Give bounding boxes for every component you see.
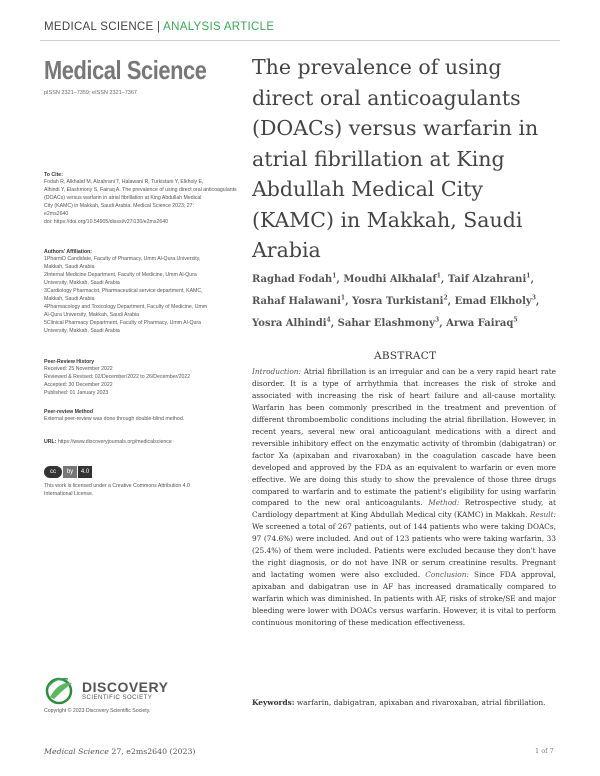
affiliation-line: 3Cardiology Pharmacist, Pharmaceutical service department, KAMC, bbox=[44, 288, 203, 294]
footer-volume: 27, e2ms2640 (2023) bbox=[111, 747, 196, 756]
footer-citation bbox=[44, 747, 195, 756]
publisher-subtitle: SCIENTIFIC SOCIETY bbox=[82, 695, 153, 701]
result-text: We screened a total of 267 patients, out of 144 patients who were taking DOACs, 97 (74.6%) were included. And out of 123 patients who were taking warfarin, 33 (25.4%) of them were included. Patients were excluded because they don't have the right diagnosis, or do not have INR or serum creatinine results. Pregnant and lactating women were also excluded. bbox=[252, 522, 556, 580]
license-line: This work is licensed under a Creative Commons Attribution 4.0 bbox=[44, 483, 190, 489]
author: Yosra Turkistani$^2$, bbox=[352, 294, 455, 308]
doi-link[interactable]: doi: https://doi.org/10.54905/disssi/v27i130/e2ms2640 bbox=[44, 219, 169, 225]
method-label-abs: Method: bbox=[428, 498, 460, 508]
page-number: 1 of 7 bbox=[535, 747, 554, 755]
history-label: Peer-Review History bbox=[44, 359, 95, 365]
author: Moudhi Alkhalaf$^1$, bbox=[343, 273, 448, 286]
affiliation-label: Authors' Affiliation: bbox=[44, 249, 93, 255]
affiliation-text bbox=[44, 255, 240, 335]
footer-journal: Medical Science bbox=[44, 747, 109, 756]
affiliation-line: 1PharmD Candidate, Faculty of Pharmacy, Umm Al-Qura University, bbox=[44, 256, 201, 262]
affiliation-line: Makkah, Saudi Arabia bbox=[44, 296, 95, 302]
journal-url-link[interactable]: https://www.discoveryjournals.org/medicalscience bbox=[57, 439, 172, 445]
url-label: URL: bbox=[44, 439, 57, 445]
affiliation-line: Makkah, Saudi Arabia bbox=[44, 264, 95, 270]
history-line: Received: 25 November 2022 bbox=[44, 366, 113, 372]
author: Yosra Alhindi$^4$, bbox=[252, 316, 338, 329]
cite-label: To Cite: bbox=[44, 172, 63, 178]
affiliation-line: 5Clinical Pharmacy Department, Faculty of Pharmacy, Umm Al-Qura bbox=[44, 320, 202, 326]
conclusion-label: Conclusion: bbox=[425, 570, 469, 580]
affiliation-block bbox=[44, 249, 240, 335]
article-title: The prevalence of using direct oral anticoagulants (DOACs) versus warfarin in atrial fibrillation at King Abdullah Medical City (KAMC) in Makkah, Saudi Arabia bbox=[252, 55, 539, 262]
author: Emad Elkholy$^3$, bbox=[454, 294, 540, 308]
publisher-name: DISCOVERY bbox=[82, 679, 169, 695]
license-block bbox=[44, 466, 240, 498]
license-text bbox=[44, 482, 240, 498]
copyright: Copyright © 2023 Discovery Scientific Society. bbox=[44, 708, 151, 714]
publisher-block bbox=[44, 675, 240, 715]
method-block bbox=[44, 409, 240, 423]
method-text-abs: Retrospective study, at Cardiology department at King Abdullah Medical city (KAMC) in Makkah. bbox=[252, 498, 557, 520]
intro-text: Atrial fibrillation is an irregular and can be a very rapid heart rate disorder. It is a type of arrhythmia that increases the risk of stroke and associated with increasing the risk of heart failure and all-cause mortality. Warfarin has been commonly prescribed in the treatment and prevention of different thromboembolic conditions including the atrial fibrillation. However, in recent years, several new oral anticoagulant medications with a direct and reversible inhibitory effect on the enzymatic activity of thrombin (dabigatran) or factor Xa (apixaban and rivaroxaban) in the coagulation cascade have been developed and approved by the FDA as an equivalent to warfarin or even more effective. We are doing this study to show the prevalence of those three drugs compared to warfarin and to estimate the patient's eligibility for using warfarin compared to the new oral anticoagulants. bbox=[252, 367, 557, 508]
author: Sahar Elashmony$^3$, bbox=[337, 316, 447, 329]
cc-license-badge[interactable] bbox=[44, 466, 240, 478]
running-header bbox=[44, 21, 274, 33]
affiliation-line: Al-Qura University, Makkah, Saudi Arabia bbox=[44, 312, 140, 318]
history-text bbox=[44, 365, 240, 397]
result-label: Result: bbox=[529, 510, 556, 520]
cite-line: Fodah R, Alkhalaf M, Alzahrani T, Halawani R, Turkistani Y, Elkholy E, bbox=[44, 179, 204, 185]
affiliation-line: 4Pharmacology and Toxicology Department, Faculty of Medicine, Umm bbox=[44, 304, 208, 310]
license-line: International License. bbox=[44, 491, 94, 497]
version-badge: 4.0 bbox=[78, 466, 92, 478]
header-divider bbox=[40, 40, 560, 41]
header-article-type: ANALYSIS ARTICLE bbox=[163, 21, 275, 33]
cite-text bbox=[44, 178, 240, 226]
author: Taif Alzahrani$^1$, bbox=[447, 273, 534, 286]
author: Arwa Fairaq$^5$ bbox=[446, 316, 518, 329]
cite-block bbox=[44, 172, 240, 226]
affiliation-line: 2Internal Medicine Department, Faculty of Medicine, Umm Al-Qura bbox=[44, 272, 197, 278]
author: Raghad Fodah$^1$, bbox=[252, 273, 344, 286]
history-line: Accepted: 30 December 2022 bbox=[44, 382, 113, 388]
keywords-label: Keywords: bbox=[252, 698, 295, 707]
publisher-logo bbox=[44, 675, 240, 705]
author: Rahaf Halawani$^1$, bbox=[252, 294, 353, 308]
cite-line: (DOACs) versus warfarin in atrial fibrillation at King Abdullah Medical bbox=[44, 195, 202, 201]
cite-line: Alhindi Y, Elashmony S, Fairaq A. The prevalence of using direct oral anticoagulants bbox=[44, 187, 237, 193]
left-sidebar bbox=[44, 55, 240, 714]
keywords-text: warfarin, dabigatran, apixaban and rivaroxaban, atrial fibrillation. bbox=[296, 698, 546, 707]
cite-line: e2ms2640 bbox=[44, 211, 69, 217]
history-block bbox=[44, 359, 240, 397]
header-section: MEDICAL SCIENCE | bbox=[44, 21, 161, 33]
conclusion-text: Since FDA approval, apixaban and dabigatran use in AF has increased dramatically compared to warfarin which was diminished. In patients with AF, risks of stroke/SE and major bleeding were lower with DOACs versus warfarin. However, it is vital to perform continuous monitoring of these medication effectiveness. bbox=[252, 570, 557, 628]
globe-leaf-icon bbox=[44, 675, 78, 705]
keywords bbox=[252, 698, 556, 707]
abstract-heading: ABSTRACT bbox=[374, 350, 437, 362]
author-list bbox=[252, 268, 562, 333]
intro-label: Introduction: bbox=[252, 367, 301, 376]
method-text: External peer-review was done through double-blind method. bbox=[44, 416, 185, 422]
affiliation-line: University, Makkah, Saudi Arabia bbox=[44, 280, 120, 286]
method-label: Peer-review Method bbox=[44, 409, 94, 415]
by-icon: by bbox=[63, 466, 77, 478]
journal-logo: Medical Science bbox=[44, 55, 207, 85]
history-line: Reviewed & Revised: 02/December/2022 to 26/December/2022 bbox=[44, 374, 191, 380]
affiliation-line: University, Makkah, Saudi Arabia bbox=[44, 328, 120, 334]
issn: pISSN 2321–7359; eISSN 2321–7367 bbox=[44, 90, 137, 96]
cc-icon: cc bbox=[44, 466, 62, 478]
cite-line: City (KAMC) in Makkah, Saudi Arabia. Medical Science 2023; 27: bbox=[44, 203, 194, 209]
abstract-body bbox=[252, 366, 556, 629]
history-line: Published: 01 January 2023 bbox=[44, 390, 109, 396]
url-block bbox=[44, 438, 240, 446]
